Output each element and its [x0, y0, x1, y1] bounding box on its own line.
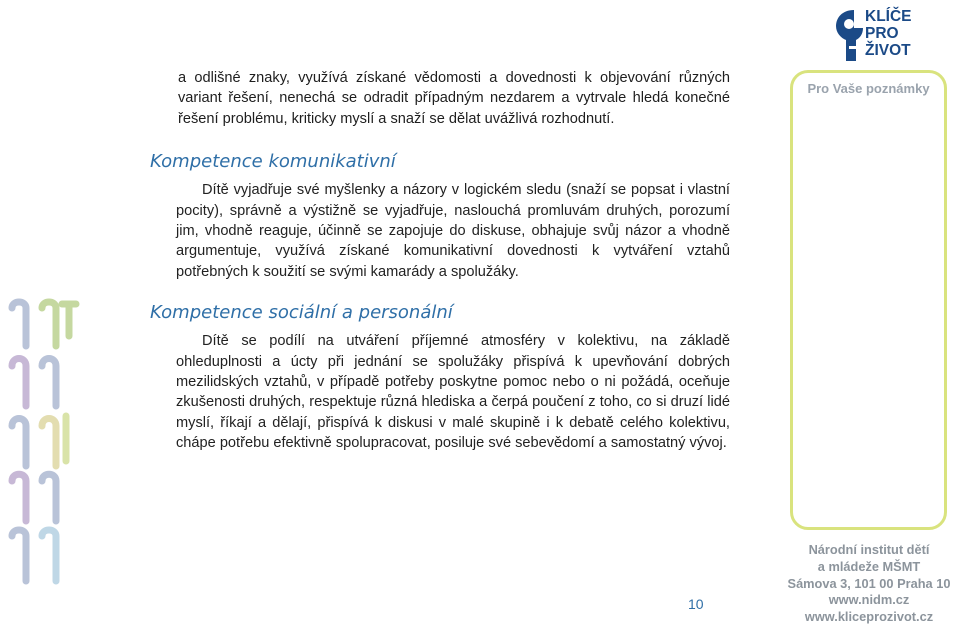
decorative-keys-pattern [2, 296, 82, 591]
footer-line-2: a mládeže MŠMT [817, 558, 921, 574]
page-number: 10 [688, 596, 704, 612]
notes-title: Pro Vaše poznámky [807, 81, 930, 96]
notes-box[interactable] [790, 70, 947, 530]
footer-link-nidm[interactable]: www.nidm.cz [828, 592, 910, 608]
kliceprozivot-logo [832, 6, 916, 64]
footer-address: Sámova 3, 101 00 Praha 10 [787, 575, 951, 591]
footer-link-kliceprozivot[interactable]: www.kliceprozivot.cz [804, 609, 934, 625]
logo-line-3: ŽIVOT [865, 42, 911, 59]
logo-line-1: KLÍČE [865, 8, 912, 25]
section-text-social: Dítě se podílí na utváření příjemné atmosféry v kolektivu, na základě ohleduplnosti a úcty při jednání se spolužáky přispívá k upevňování dobrých mezilidských vztahů, v případě potřeby poskytne pomoc nebo o ni požádá, oceňuje zkušenosti druhých, respektuje různá hlediska a čerpá poučení z toho, co si druzí lidé myslí, říkají a dělají, přispívá k diskusi v malé skupině i k debatě celého kolektivu, chápe potřebu efektivně spolupracovat, posiluje své sebevědomí a samostatný vývoj. [176, 333, 730, 452]
section-body-communicative [150, 180, 730, 282]
section-body-social [150, 331, 730, 453]
logo-line-2: PRO [865, 25, 899, 42]
footer-line-1: Národní institut dětí [808, 542, 930, 557]
section-heading-communicative: Kompetence komunikativní [150, 151, 396, 173]
section-heading-social: Kompetence sociální a personální [150, 302, 453, 324]
key-emblem-icon [832, 6, 866, 64]
intro-paragraph: a odlišné znaky, využívá získané vědomosti a dovednosti k objevování různých variant řešení, nenechá se odradit případným nezdarem a vytrvale hledá konečné řešení problému, kriticky myslí a snaží se dělat uvážlivá rozhodnutí. [178, 70, 730, 127]
footer-institution [783, 542, 955, 626]
logo-text [865, 8, 912, 59]
main-content [150, 68, 730, 454]
section-text-communicative: Dítě vyjadřuje své myšlenky a názory v logickém sledu (snaží se popsat i vlastní pocity), správně a výstižně se vyjadřuje, naslouchá promluvám druhých, porozumí jim, vhodně reaguje, účinně se zapojuje do diskuse, obhajuje svůj názor a vhodně argumentuje, využívá získané komunikativní dovednosti k vytváření vztahů potřebných k soužití se svými kamarády a spolužáky. [176, 182, 730, 280]
